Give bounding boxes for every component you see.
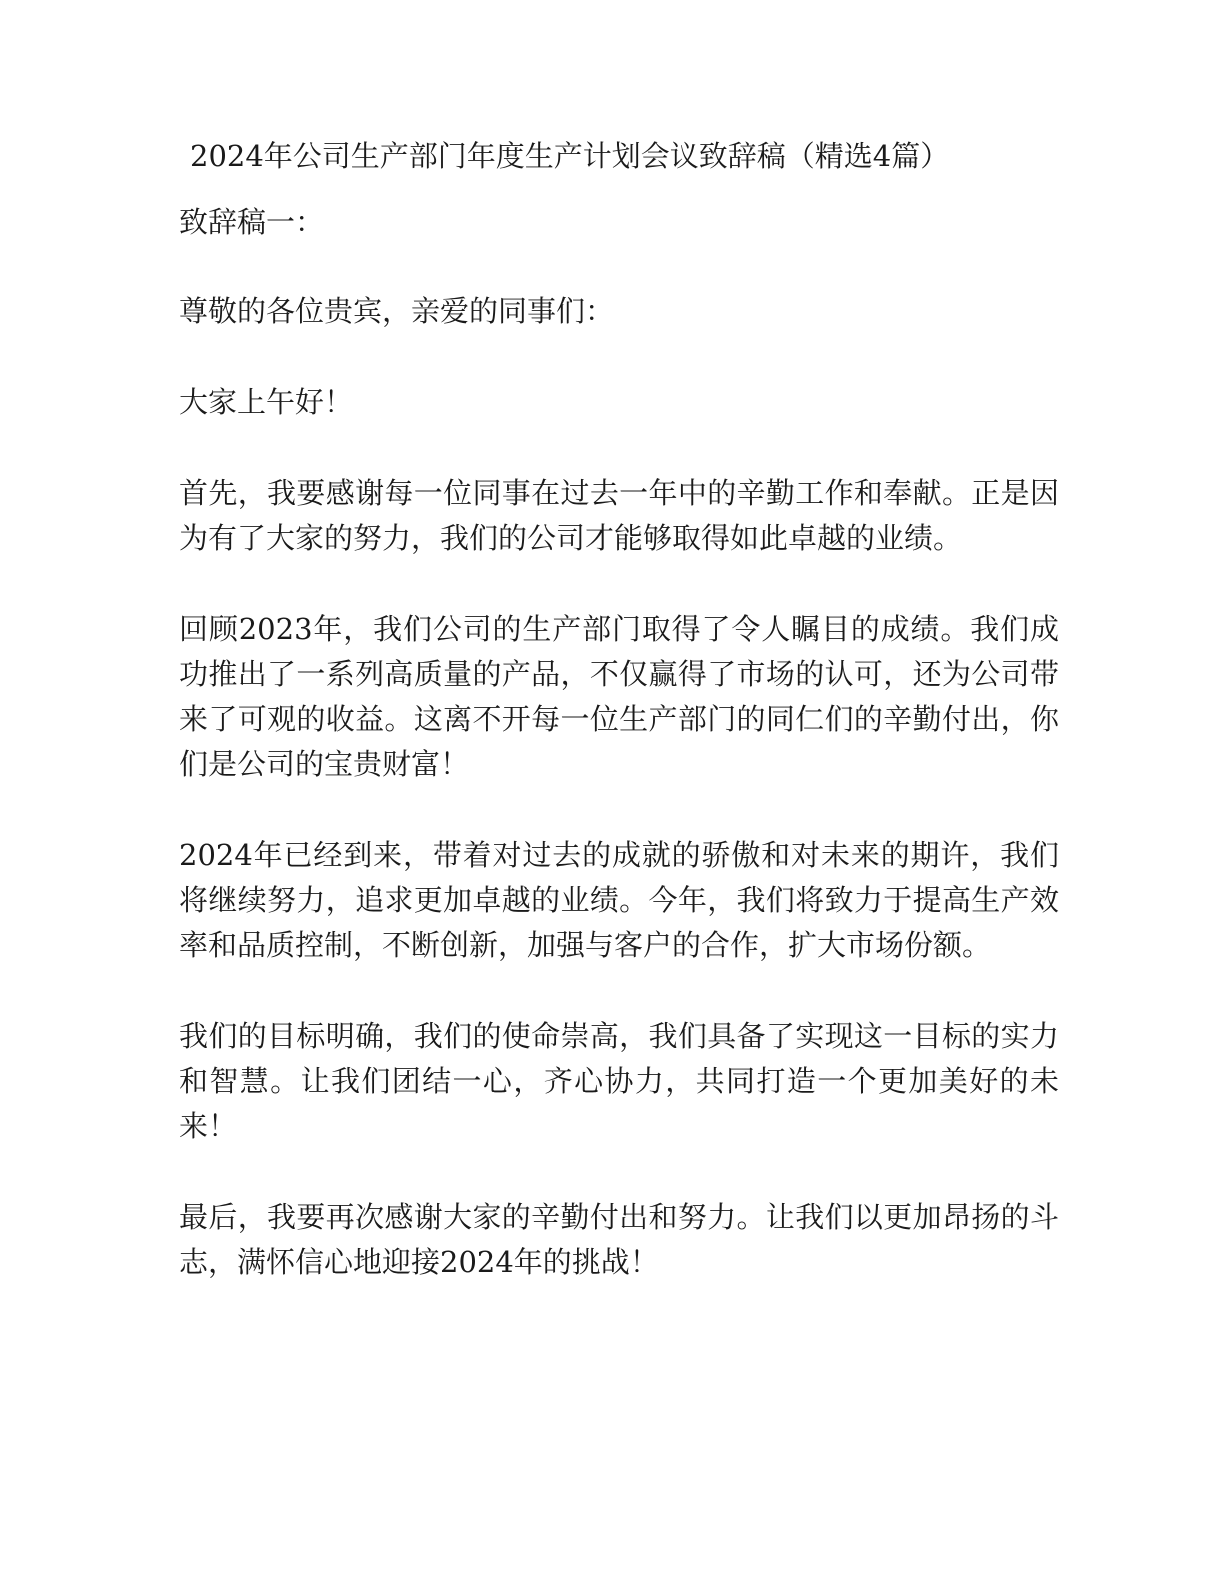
paragraph-review: 回顾2023年，我们公司的生产部门取得了令人瞩目的成绩。我们成功推出了一系列高质量的产品，不仅赢得了市场的认可，还为公司带来了可观的收益。这离不开每一位生产部门的同仁们的辛勤付出，你们是公司的宝贵财富！ — [179, 612, 1059, 781]
paragraph-thanks: 首先，我要感谢每一位同事在过去一年中的辛勤工作和奉献。正是因为有了大家的努力，我们的公司才能够取得如此卓越的业绩。 — [179, 476, 1059, 555]
greeting: 大家上午好！ — [179, 385, 354, 419]
document-title: 2024年公司生产部门年度生产计划会议致辞稿（精选4篇） — [190, 139, 950, 173]
document-body — [179, 200, 1059, 1331]
paragraph-closing: 最后，我要再次感谢大家的辛勤付出和努力。让我们以更加昂扬的斗志，满怀信心地迎接2024年的挑战！ — [179, 1200, 1059, 1279]
section-heading: 致辞稿一： — [179, 205, 325, 239]
paragraph-goal: 我们的目标明确，我们的使命崇高，我们具备了实现这一目标的实力和智慧。让我们团结一心，齐心协力，共同打造一个更加美好的未来！ — [179, 1019, 1059, 1143]
paragraph-plan: 2024年已经到来，带着对过去的成就的骄傲和对未来的期许，我们将继续努力，追求更加卓越的业绩。今年，我们将致力于提高生产效率和品质控制，不断创新，加强与客户的合作，扩大市场份额。 — [179, 838, 1059, 962]
salutation: 尊敬的各位贵宾，亲爱的同事们： — [179, 294, 615, 328]
